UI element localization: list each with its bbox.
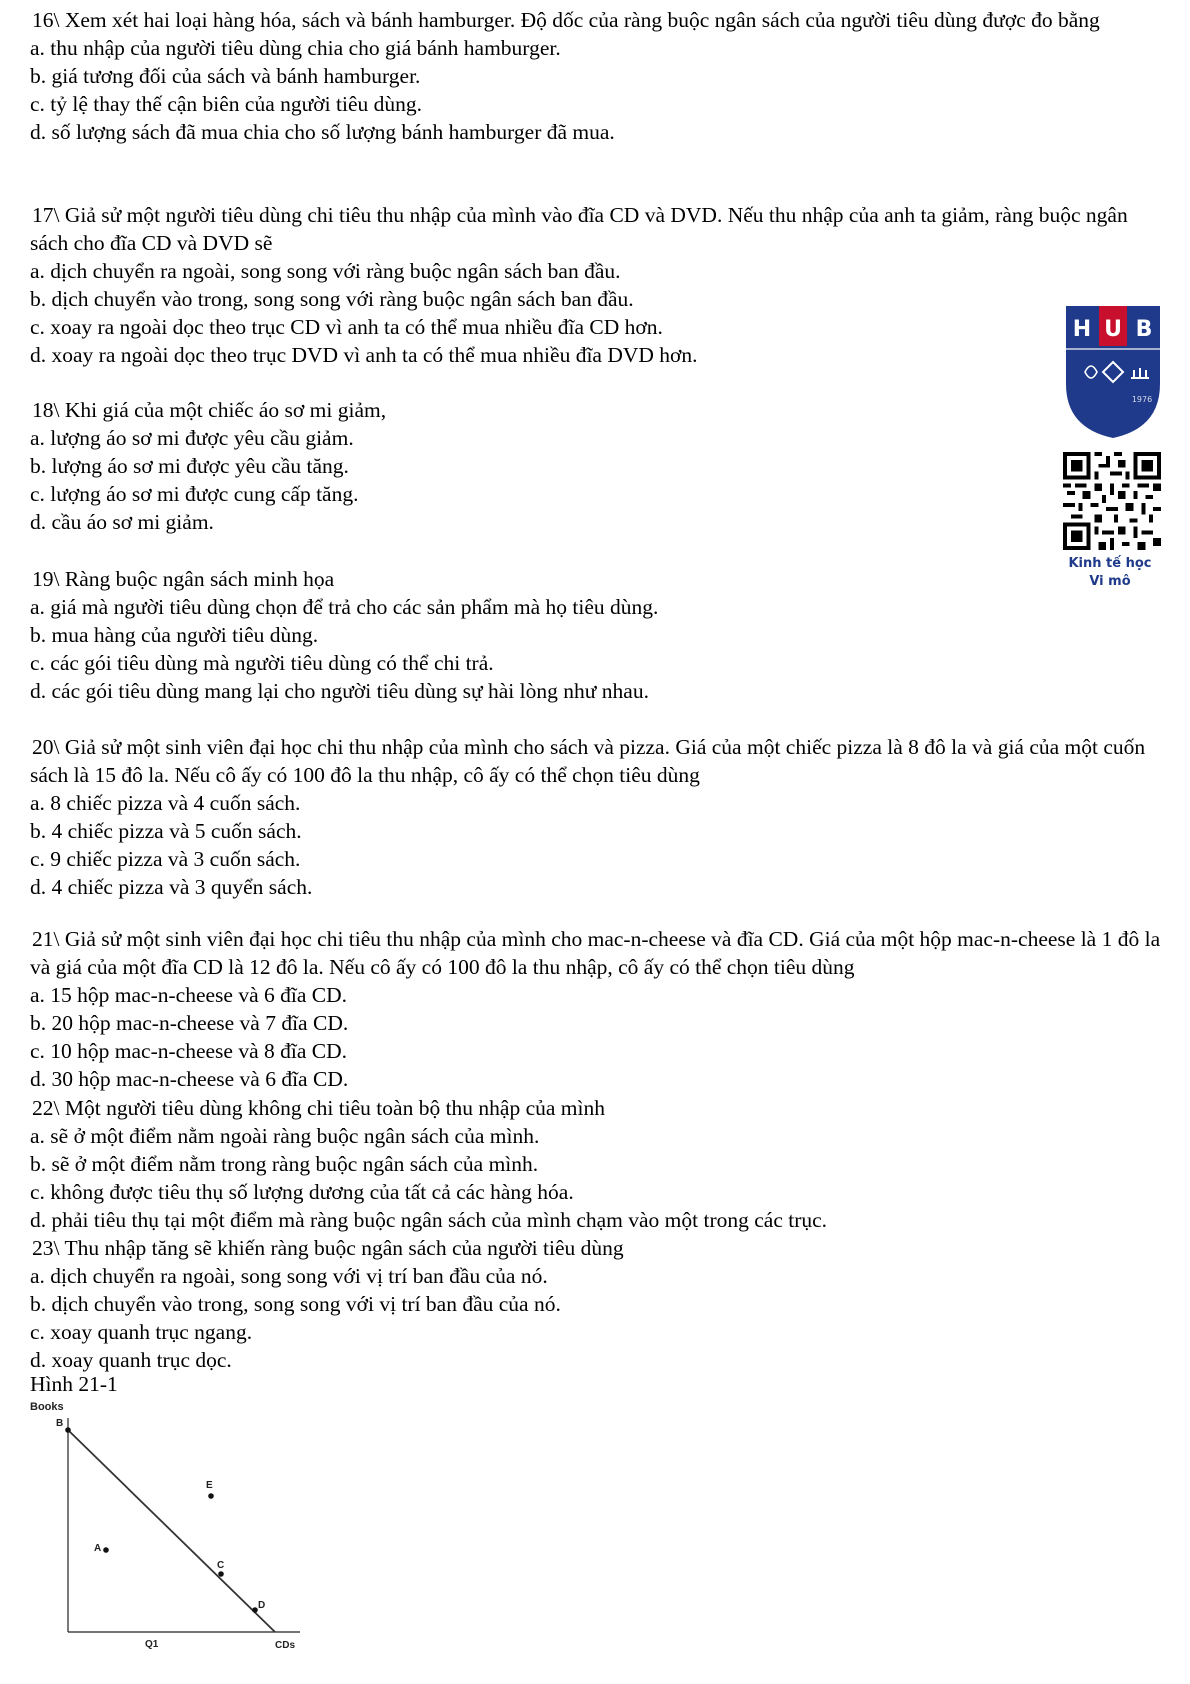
option-d: d. xoay ra ngoài dọc theo trục DVD vì anh ta có thể mua nhiều đĩa DVD hơn. (30, 343, 698, 367)
budget-constraint-figure (30, 1396, 310, 1666)
question-16 (30, 6, 1165, 146)
option-c: c. xoay ra ngoài dọc theo trục CD vì anh ta có thể mua nhiều đĩa CD hơn. (30, 315, 663, 339)
point-a-label: A (94, 1543, 102, 1554)
option-b: b. 20 hộp mac-n-cheese và 7 đĩa CD. (30, 1011, 349, 1035)
option-c: c. không được tiêu thụ số lượng dương của tất cả các hàng hóa. (30, 1180, 574, 1204)
question-stem: 19\ Ràng buộc ngân sách minh họa (32, 567, 335, 591)
point-d-marker (252, 1607, 258, 1613)
brand-line-2: Vi mô (1089, 574, 1131, 589)
point-c-label: C (217, 1560, 225, 1571)
question-stem: 16\ Xem xét hai loại hàng hóa, sách và bánh hamburger. Độ dốc của ràng buộc ngân sách của người tiêu dùng được đo bằng (32, 8, 1100, 32)
logo-year: 1976 (1131, 395, 1153, 404)
qr-code-icon (1062, 452, 1162, 550)
qr-finder-top-right (1134, 452, 1161, 479)
y-axis-label: Books (30, 1401, 64, 1413)
point-c-marker (218, 1571, 224, 1577)
brand-line-1: Kinh tế học (1068, 556, 1152, 571)
option-d: d. số lượng sách đã mua chia cho số lượng bánh hamburger đã mua. (30, 120, 615, 144)
option-d: d. 4 chiếc pizza và 3 quyển sách. (30, 875, 313, 899)
figure-title: Hình 21-1 (30, 1372, 118, 1396)
x-axis-label: CDs (275, 1640, 296, 1651)
question-21 (30, 925, 1165, 1093)
logo-letter-u: U (1104, 317, 1122, 342)
logo-letter-b: B (1135, 317, 1153, 342)
option-a: a. dịch chuyển ra ngoài, song song với vị trí ban đầu của nó. (30, 1264, 548, 1288)
hub-logo (1063, 302, 1163, 440)
question-stem: 22\ Một người tiêu dùng không chi tiêu toàn bộ thu nhập của mình (32, 1096, 605, 1120)
option-b: b. lượng áo sơ mi được yêu cầu tăng. (30, 454, 349, 478)
qr-finder-bottom-left (1063, 523, 1090, 550)
point-b-marker (65, 1427, 71, 1433)
question-stem: 18\ Khi giá của một chiếc áo sơ mi giảm, (32, 398, 387, 422)
option-b: b. sẽ ở một điểm nằm trong ràng buộc ngân sách của mình. (30, 1152, 539, 1176)
option-c: c. 10 hộp mac-n-cheese và 8 đĩa CD. (30, 1039, 348, 1063)
option-c: c. 9 chiếc pizza và 3 cuốn sách. (30, 847, 301, 871)
question-stem: 21\ Giả sử một sinh viên đại học chi tiêu thu nhập của mình cho mac-n-cheese và đĩa CD. Giá của một hộp mac-n-cheese là 1 đô la và giá của một đĩa CD là 12 đô la. Nếu cô ấy có 100 đô la thu nhập, cô ấy có thể chọn tiêu dùng (30, 927, 1161, 979)
course-brand (1055, 555, 1165, 591)
question-stem: 23\ Thu nhập tăng sẽ khiến ràng buộc ngân sách của người tiêu dùng (32, 1236, 624, 1260)
option-c: c. xoay quanh trục ngang. (30, 1320, 253, 1344)
option-a: a. dịch chuyển ra ngoài, song song với ràng buộc ngân sách ban đầu. (30, 259, 621, 283)
question-stem: 17\ Giả sử một người tiêu dùng chi tiêu thu nhập của mình vào đĩa CD và DVD. Nếu thu nhập của anh ta giảm, ràng buộc ngân sách cho đĩa CD và DVD sẽ (30, 203, 1128, 255)
question-23 (30, 1234, 1165, 1374)
point-e-label: E (206, 1480, 213, 1491)
question-17 (30, 201, 1165, 369)
option-a: a. 15 hộp mac-n-cheese và 6 đĩa CD. (30, 983, 348, 1007)
question-19 (30, 565, 1165, 705)
option-d: d. các gói tiêu dùng mang lại cho người tiêu dùng sự hài lòng như nhau. (30, 679, 649, 703)
x-tick-q1: Q1 (145, 1639, 159, 1650)
option-d: d. 30 hộp mac-n-cheese và 6 đĩa CD. (30, 1067, 349, 1091)
option-d: d. cầu áo sơ mi giảm. (30, 510, 214, 534)
option-d: d. phải tiêu thụ tại một điểm mà ràng buộc ngân sách của mình chạm vào một trong các trục. (30, 1208, 828, 1232)
budget-line (68, 1430, 275, 1632)
point-d-label: D (258, 1600, 266, 1611)
option-b: b. mua hàng của người tiêu dùng. (30, 623, 319, 647)
option-c: c. lượng áo sơ mi được cung cấp tăng. (30, 482, 359, 506)
logo-letter-h: H (1072, 317, 1092, 342)
option-a: a. giá mà người tiêu dùng chọn để trả cho các sản phẩm mà họ tiêu dùng. (30, 595, 659, 619)
point-b-label: B (56, 1418, 64, 1429)
question-stem: 20\ Giả sử một sinh viên đại học chi thu nhập của mình cho sách và pizza. Giá của một chiếc pizza là 8 đô la và giá của một cuốn sách là 15 đô la. Nếu cô ấy có 100 đô la thu nhập, cô ấy có thể chọn tiêu dùng (30, 735, 1146, 787)
question-22 (30, 1094, 1165, 1234)
question-20 (30, 733, 1165, 901)
option-a: a. sẽ ở một điểm nằm ngoài ràng buộc ngân sách của mình. (30, 1124, 540, 1148)
option-b: b. dịch chuyển vào trong, song song với vị trí ban đầu của nó. (30, 1292, 561, 1316)
option-b: b. giá tương đối của sách và bánh hamburger. (30, 64, 421, 88)
option-c: c. các gói tiêu dùng mà người tiêu dùng có thể chi trả. (30, 651, 494, 675)
option-a: a. 8 chiếc pizza và 4 cuốn sách. (30, 791, 301, 815)
option-b: b. 4 chiếc pizza và 5 cuốn sách. (30, 819, 302, 843)
option-c: c. tỷ lệ thay thế cận biên của người tiêu dùng. (30, 92, 422, 116)
qr-finder-top-left (1063, 452, 1090, 479)
logo-divider (1066, 348, 1160, 350)
option-a: a. thu nhập của người tiêu dùng chia cho giá bánh hamburger. (30, 36, 561, 60)
point-e-marker (208, 1493, 214, 1499)
option-b: b. dịch chuyển vào trong, song song với ràng buộc ngân sách ban đầu. (30, 287, 634, 311)
option-d: d. xoay quanh trục dọc. (30, 1348, 232, 1372)
option-a: a. lượng áo sơ mi được yêu cầu giảm. (30, 426, 354, 450)
question-18 (30, 396, 1165, 536)
point-a-marker (103, 1547, 109, 1553)
